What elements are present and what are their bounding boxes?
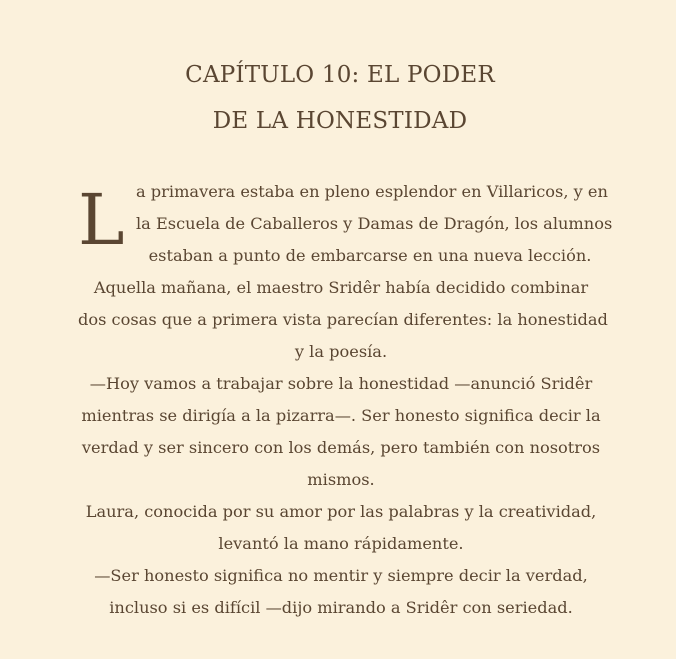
drop-cap: L bbox=[78, 179, 125, 261]
paragraph-line: mismos. bbox=[307, 470, 375, 489]
paragraph-line: verdad y ser sincero con los demás, pero también con nosotros bbox=[81, 438, 601, 457]
chapter-title bbox=[0, 52, 676, 144]
paragraph bbox=[78, 560, 604, 624]
chapter-title-line-2: DE LA HONESTIDAD bbox=[212, 108, 468, 134]
paragraph bbox=[78, 496, 604, 560]
chapter-body bbox=[78, 176, 613, 624]
paragraph-line: dos cosas que a primera vista parecían diferentes: la honestidad bbox=[78, 310, 608, 329]
paragraph-line: la Escuela de Caballeros y Damas de Dragón, los alumnos bbox=[136, 214, 613, 233]
paragraph-line: —Ser honesto significa no mentir y siempre decir la verdad, bbox=[94, 566, 588, 585]
paragraph-line: mientras se dirigía a la pizarra—. Ser honesto significa decir la bbox=[81, 406, 601, 425]
paragraph-line: levantó la mano rápidamente. bbox=[218, 534, 464, 553]
chapter-title-line-1: CAPÍTULO 10: EL PODER bbox=[185, 62, 495, 88]
paragraph-line: estaban a punto de embarcarse en una nueva lección. bbox=[148, 246, 592, 265]
paragraph bbox=[78, 368, 604, 496]
paragraph-line: y la poesía. bbox=[294, 342, 388, 361]
paragraph-line: —Hoy vamos a trabajar sobre la honestidad —anunció Sridêr bbox=[89, 374, 593, 393]
opening-paragraph bbox=[78, 176, 613, 272]
paragraph-line: Aquella mañana, el maestro Sridêr había decidido combinar bbox=[93, 278, 589, 297]
paragraph-line: Laura, conocida por su amor por las palabras y la creatividad, bbox=[85, 502, 597, 521]
paragraph bbox=[78, 272, 608, 368]
paragraph-line: a primavera estaba en pleno esplendor en Villaricos, y en bbox=[136, 182, 608, 201]
paragraph-line: incluso si es difícil —dijo mirando a Sridêr con seriedad. bbox=[109, 598, 573, 617]
